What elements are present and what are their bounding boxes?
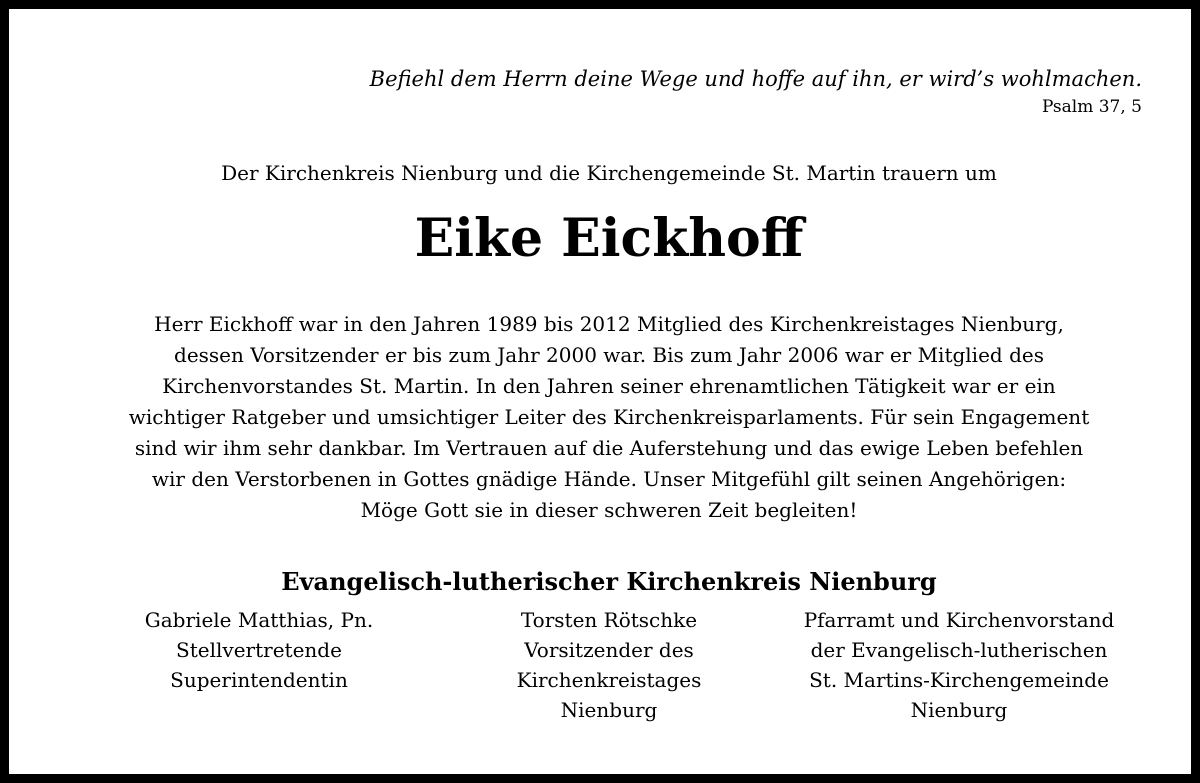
body-line: wichtiger Ratgeber und umsichtiger Leiter des Kirchenkreisparlaments. Für sein Engagement [128,405,1090,429]
signatory-line: Nienburg [910,698,1008,722]
body-line: wir den Verstorbenen in Gottes gnädige Hände. Unser Mitgefühl gilt seinen Angehörigen: [151,467,1067,491]
bible-verse [370,64,1142,120]
signatory-line: Nienburg [560,698,658,722]
signatory-line: der Evangelisch-lutherischen [810,638,1108,662]
signatory-parish [769,605,1149,725]
signatory-line: Torsten Rötschke [520,608,698,632]
obituary-body [29,309,1189,526]
body-line: sind wir ihm sehr dankbar. Im Vertrauen auf die Auferstehung und das ewige Leben befehlen [134,436,1084,460]
signatory-line: Kirchenkreistages [516,668,702,692]
signatory-chairman [459,605,759,725]
signatory-superintendent [99,605,419,695]
bible-quote: Befiehl dem Herrn deine Wege und hoffe auf ihn, er wird’s wohlmachen. [369,67,1142,91]
deceased-name: Eike Eickhoff [414,208,804,269]
signatory-line: Pfarramt und Kirchenvorstand [803,608,1115,632]
body-line: Herr Eickhoff war in den Jahren 1989 bis 2012 Mitglied des Kirchenkreistages Nienburg, [154,312,1064,336]
signatory-line: St. Martins-Kirchengemeinde [809,668,1109,692]
body-line: Kirchenvorstandes St. Martin. In den Jahren seiner ehrenamtlichen Tätigkeit war er ein [162,374,1056,398]
body-line: Möge Gott sie in dieser schweren Zeit begleiten! [360,498,858,522]
signatory-line: Vorsitzender des [524,638,694,662]
mourning-intro: Der Kirchenkreis Nienburg und die Kirchengemeinde St. Martin trauern um [221,161,997,185]
signatory-line: Stellvertretende [176,638,342,662]
bible-reference: Psalm 37, 5 [1041,97,1142,117]
signatory-line: Superintendentin [170,668,348,692]
body-line: dessen Vorsitzender er bis zum Jahr 2000 war. Bis zum Jahr 2006 war er Mitglied des [174,343,1044,367]
organization-name: Evangelisch-lutherischer Kirchenkreis Nienburg [281,567,937,596]
signatory-line: Gabriele Matthias, Pn. [144,608,374,632]
